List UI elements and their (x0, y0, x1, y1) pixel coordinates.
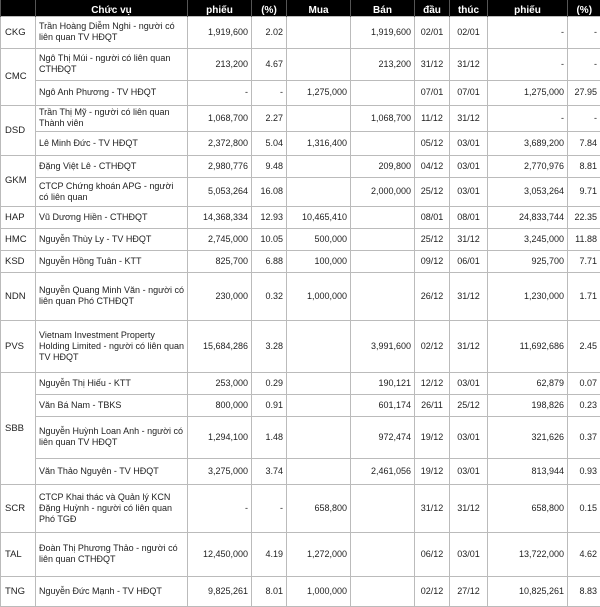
shares-after: 2,770,976 (488, 155, 568, 177)
table-row (1, 228, 600, 250)
pct-before: 9.48 (252, 155, 287, 177)
pct-before: 0.91 (252, 394, 287, 416)
shares-after: 3,689,200 (488, 131, 568, 155)
end-date: 31/12 (450, 320, 488, 372)
table-row (1, 48, 600, 80)
start-date: 12/12 (415, 372, 450, 394)
end-date: 03/01 (450, 372, 488, 394)
table-row (1, 458, 600, 484)
table-row (1, 272, 600, 320)
pct-before: 16.08 (252, 177, 287, 206)
table-row (1, 80, 600, 105)
header-code (1, 0, 36, 16)
pct-after: 22.35 (568, 206, 600, 228)
shares-before: 9,825,261 (188, 576, 252, 606)
header-end: thúc (450, 0, 488, 16)
sell-registered (351, 576, 415, 606)
shares-after: 10,825,261 (488, 576, 568, 606)
stock-code: SCR (1, 484, 36, 532)
pct-after: 8.81 (568, 155, 600, 177)
sell-registered (351, 228, 415, 250)
pct-before: 4.19 (252, 532, 287, 576)
stock-code: TAL (1, 532, 36, 576)
buy-registered (287, 177, 351, 206)
start-date: 25/12 (415, 177, 450, 206)
header-buy: Mua (287, 0, 351, 16)
start-date: 26/11 (415, 394, 450, 416)
shares-after: 11,692,686 (488, 320, 568, 372)
pct-after: 0.37 (568, 416, 600, 458)
start-date: 26/12 (415, 272, 450, 320)
pct-before: - (252, 484, 287, 532)
shares-before: 1,294,100 (188, 416, 252, 458)
pct-after: 0.93 (568, 458, 600, 484)
sell-registered (351, 206, 415, 228)
stock-code: NDN (1, 272, 36, 320)
pct-after: 9.71 (568, 177, 600, 206)
buy-registered: 1,316,400 (287, 131, 351, 155)
buy-registered: 100,000 (287, 250, 351, 272)
person-position: Văn Thảo Nguyên - TV HĐQT (36, 458, 188, 484)
shares-before: 230,000 (188, 272, 252, 320)
table-row (1, 105, 600, 131)
shares-before: - (188, 484, 252, 532)
shares-after: 1,275,000 (488, 80, 568, 105)
shares-after: 813,944 (488, 458, 568, 484)
sell-registered: 213,200 (351, 48, 415, 80)
table-row (1, 532, 600, 576)
shares-before: 825,700 (188, 250, 252, 272)
pct-before: 4.67 (252, 48, 287, 80)
sell-registered (351, 250, 415, 272)
header-shares-after: phiếu (488, 0, 568, 16)
person-position: Ngô Thị Múi - người có liên quan CTHĐQT (36, 48, 188, 80)
shares-before: 5,053,264 (188, 177, 252, 206)
shares-before: - (188, 80, 252, 105)
pct-before: 0.29 (252, 372, 287, 394)
stock-code: HMC (1, 228, 36, 250)
end-date: 03/01 (450, 532, 488, 576)
buy-registered: 1,272,000 (287, 532, 351, 576)
end-date: 31/12 (450, 228, 488, 250)
shares-before: 1,919,600 (188, 16, 252, 48)
person-position: Vietnam Investment Property Holding Limited - người có liên quan TV HĐQT (36, 320, 188, 372)
start-date: 31/12 (415, 48, 450, 80)
table-row (1, 131, 600, 155)
pct-after: 4.62 (568, 532, 600, 576)
shares-after: - (488, 48, 568, 80)
start-date: 05/12 (415, 131, 450, 155)
pct-after: 7.84 (568, 131, 600, 155)
start-date: 02/01 (415, 16, 450, 48)
stock-code: KSD (1, 250, 36, 272)
stock-code: SBB (1, 372, 36, 484)
pct-after: 0.15 (568, 484, 600, 532)
sell-registered: 2,461,056 (351, 458, 415, 484)
pct-before: 5.04 (252, 131, 287, 155)
stock-code: PVS (1, 320, 36, 372)
start-date: 09/12 (415, 250, 450, 272)
start-date: 02/12 (415, 320, 450, 372)
end-date: 06/01 (450, 250, 488, 272)
table-row (1, 155, 600, 177)
buy-registered (287, 105, 351, 131)
table-row (1, 394, 600, 416)
shares-after: 13,722,000 (488, 532, 568, 576)
sell-registered (351, 532, 415, 576)
start-date: 11/12 (415, 105, 450, 131)
pct-after: 0.23 (568, 394, 600, 416)
start-date: 31/12 (415, 484, 450, 532)
end-date: 27/12 (450, 576, 488, 606)
end-date: 03/01 (450, 177, 488, 206)
buy-registered: 1,000,000 (287, 576, 351, 606)
table-row (1, 372, 600, 394)
sell-registered: 3,991,600 (351, 320, 415, 372)
pct-after: 27.95 (568, 80, 600, 105)
shares-before: 253,000 (188, 372, 252, 394)
pct-before: - (252, 80, 287, 105)
buy-registered (287, 458, 351, 484)
shares-before: 15,684,286 (188, 320, 252, 372)
end-date: 31/12 (450, 105, 488, 131)
shares-before: 2,980,776 (188, 155, 252, 177)
end-date: 03/01 (450, 458, 488, 484)
end-date: 31/12 (450, 272, 488, 320)
table-row (1, 484, 600, 532)
table-row (1, 250, 600, 272)
person-position: Trần Thị Mỹ - người có liên quan Thành viên (36, 105, 188, 131)
sell-registered: 209,800 (351, 155, 415, 177)
end-date: 03/01 (450, 416, 488, 458)
table-header-row (1, 0, 600, 16)
start-date: 07/01 (415, 80, 450, 105)
sell-registered: 1,068,700 (351, 105, 415, 131)
pct-after: 11.88 (568, 228, 600, 250)
shares-before: 800,000 (188, 394, 252, 416)
buy-registered (287, 394, 351, 416)
shares-before: 1,068,700 (188, 105, 252, 131)
end-date: 08/01 (450, 206, 488, 228)
shares-before: 14,368,334 (188, 206, 252, 228)
person-position: Nguyễn Đức Mạnh - TV HĐQT (36, 576, 188, 606)
person-position: Lê Minh Đức - TV HĐQT (36, 131, 188, 155)
shares-after: 3,245,000 (488, 228, 568, 250)
person-position: Vũ Dương Hiền - CTHĐQT (36, 206, 188, 228)
pct-after: 7.71 (568, 250, 600, 272)
person-position: Đặng Việt Lê - CTHĐQT (36, 155, 188, 177)
buy-registered: 500,000 (287, 228, 351, 250)
stock-code: GKM (1, 155, 36, 206)
end-date: 03/01 (450, 131, 488, 155)
pct-before: 10.05 (252, 228, 287, 250)
header-pct-before: (%) (252, 0, 287, 16)
pct-before: 3.28 (252, 320, 287, 372)
buy-registered (287, 320, 351, 372)
pct-before: 12.93 (252, 206, 287, 228)
sell-registered (351, 80, 415, 105)
sell-registered: 2,000,000 (351, 177, 415, 206)
pct-after: - (568, 105, 600, 131)
person-position: Trần Hoàng Diễm Nghi - người có liên quan TV HĐQT (36, 16, 188, 48)
end-date: 02/01 (450, 16, 488, 48)
start-date: 04/12 (415, 155, 450, 177)
shares-after: 198,826 (488, 394, 568, 416)
shares-after: 321,626 (488, 416, 568, 458)
person-position: Văn Bá Nam - TBKS (36, 394, 188, 416)
table-row (1, 206, 600, 228)
buy-registered: 658,800 (287, 484, 351, 532)
shares-after: - (488, 105, 568, 131)
header-start: đầu (415, 0, 450, 16)
table-row (1, 16, 600, 48)
start-date: 25/12 (415, 228, 450, 250)
pct-before: 6.88 (252, 250, 287, 272)
pct-after: 0.07 (568, 372, 600, 394)
stock-code: DSD (1, 105, 36, 155)
shares-before: 2,372,800 (188, 131, 252, 155)
sell-registered (351, 272, 415, 320)
start-date: 02/12 (415, 576, 450, 606)
stock-code: TNG (1, 576, 36, 606)
pct-after: - (568, 48, 600, 80)
shares-after: - (488, 16, 568, 48)
buy-registered (287, 48, 351, 80)
sell-registered: 601,174 (351, 394, 415, 416)
end-date: 31/12 (450, 484, 488, 532)
sell-registered (351, 131, 415, 155)
stock-code: HAP (1, 206, 36, 228)
buy-registered (287, 372, 351, 394)
shares-after: 3,053,264 (488, 177, 568, 206)
sell-registered: 972,474 (351, 416, 415, 458)
table-row (1, 416, 600, 458)
shares-after: 1,230,000 (488, 272, 568, 320)
pct-after: 1.71 (568, 272, 600, 320)
shares-before: 2,745,000 (188, 228, 252, 250)
pct-before: 8.01 (252, 576, 287, 606)
pct-before: 2.02 (252, 16, 287, 48)
person-position: Nguyễn Hồng Tuân - KTT (36, 250, 188, 272)
pct-after: 2.45 (568, 320, 600, 372)
shares-after: 24,833,744 (488, 206, 568, 228)
person-position: CTCP Chứng khoán APG - người có liên quan (36, 177, 188, 206)
shares-before: 3,275,000 (188, 458, 252, 484)
sell-registered: 1,919,600 (351, 16, 415, 48)
pct-before: 2.27 (252, 105, 287, 131)
table-row (1, 177, 600, 206)
header-position: Chức vụ (36, 0, 188, 16)
buy-registered (287, 16, 351, 48)
header-sell: Bán (351, 0, 415, 16)
start-date: 19/12 (415, 416, 450, 458)
person-position: CTCP Khai thác và Quản lý KCN Đặng Huỳnh - người có liên quan Phó TGĐ (36, 484, 188, 532)
person-position: Nguyễn Huỳnh Loan Anh - người có liên quan TV HĐQT (36, 416, 188, 458)
shares-after: 925,700 (488, 250, 568, 272)
table-row (1, 576, 600, 606)
buy-registered: 1,000,000 (287, 272, 351, 320)
sell-registered: 190,121 (351, 372, 415, 394)
end-date: 07/01 (450, 80, 488, 105)
pct-after: - (568, 16, 600, 48)
sell-registered (351, 484, 415, 532)
buy-registered (287, 155, 351, 177)
end-date: 03/01 (450, 155, 488, 177)
buy-registered (287, 416, 351, 458)
pct-before: 3.74 (252, 458, 287, 484)
shares-before: 213,200 (188, 48, 252, 80)
start-date: 08/01 (415, 206, 450, 228)
end-date: 31/12 (450, 48, 488, 80)
table-row (1, 320, 600, 372)
shares-after: 658,800 (488, 484, 568, 532)
buy-registered: 1,275,000 (287, 80, 351, 105)
stock-code: CMC (1, 48, 36, 105)
pct-before: 0.32 (252, 272, 287, 320)
shares-before: 12,450,000 (188, 532, 252, 576)
person-position: Đoàn Thị Phương Thảo - người có liên quan CTHĐQT (36, 532, 188, 576)
shares-after: 62,879 (488, 372, 568, 394)
person-position: Ngô Anh Phương - TV HĐQT (36, 80, 188, 105)
end-date: 25/12 (450, 394, 488, 416)
person-position: Nguyễn Thùy Ly - TV HĐQT (36, 228, 188, 250)
stock-code: CKG (1, 16, 36, 48)
person-position: Nguyễn Thị Hiếu - KTT (36, 372, 188, 394)
header-shares-before: phiếu (188, 0, 252, 16)
person-position: Nguyễn Quang Minh Văn - người có liên quan Phó CTHĐQT (36, 272, 188, 320)
buy-registered: 10,465,410 (287, 206, 351, 228)
pct-after: 8.83 (568, 576, 600, 606)
header-pct-after: (%) (568, 0, 600, 16)
pct-before: 1.48 (252, 416, 287, 458)
start-date: 19/12 (415, 458, 450, 484)
start-date: 06/12 (415, 532, 450, 576)
